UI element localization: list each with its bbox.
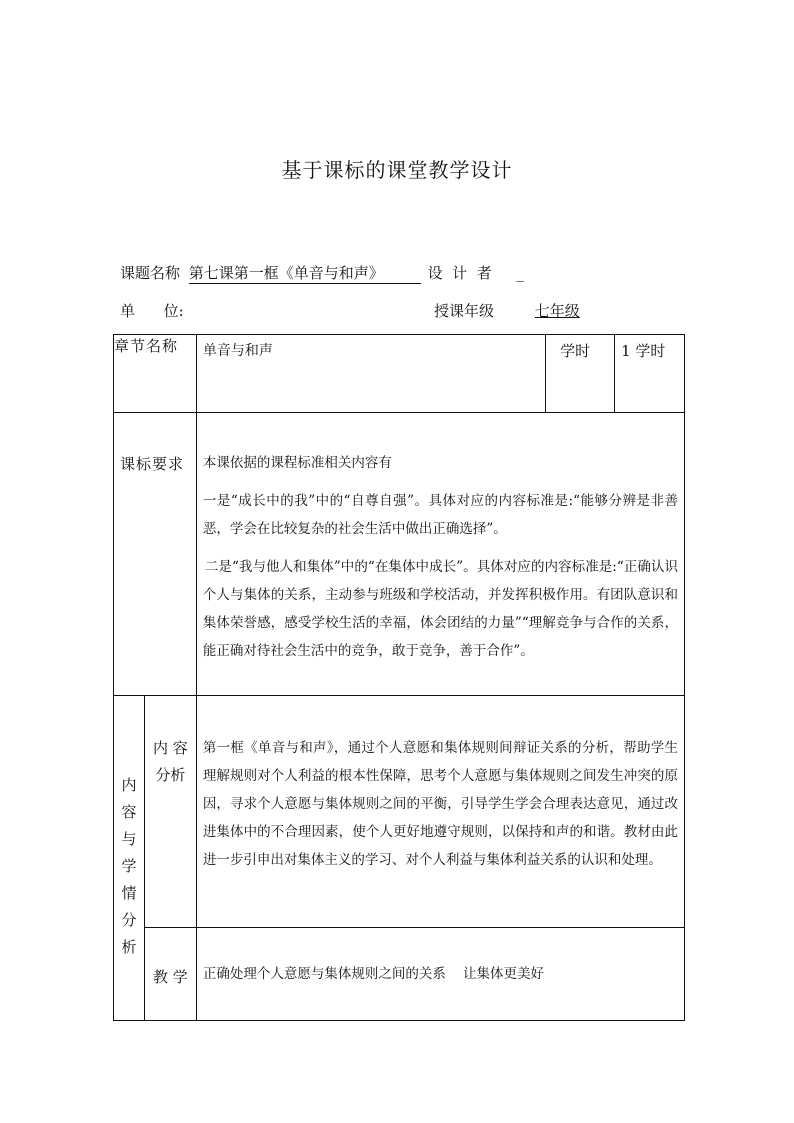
analysis-label-char: 学 [121, 857, 137, 875]
analysis-label [114, 696, 144, 961]
designer-value: _ [516, 264, 524, 282]
analysis-label-char: 情 [121, 884, 137, 902]
topic-value-field [189, 262, 421, 284]
analysis-label-char: 析 [121, 938, 137, 956]
topic-row [120, 262, 524, 284]
hours-label: 学时 [546, 335, 615, 413]
analysis-label-cell [114, 696, 145, 1021]
teaching-text: 正确处理个人意愿与集体规则之间的关系 让集体更美好 [202, 966, 544, 982]
analysis-label-char: 分 [121, 911, 137, 929]
teaching-cell [196, 928, 684, 1021]
standards-paragraph-1: 一是“成长中的我”中的“自尊自强”。具体对应的内容标准是:“能够分辨是非善恶，学会在比较复杂的社会生活中做出正确选择”。 [202, 493, 678, 537]
standards-paragraph-2: 二是“我与他人和集体”中的“在集体中成长”。具体对应的内容标准是:“正确认识个人与集体的关系，主动参与班级和学校活动，并发挥积极作用。有团队意识和集体荣誉感，感受学校生活的幸福，体会团结的力量”“理解竞争与合作的关系，能正确对待社会生活中的竞争，敢于竞争，善于合作”。 [202, 559, 678, 659]
standards-cell [196, 413, 684, 696]
unit-label: 单 位: [120, 302, 184, 320]
topic-value: 第七课第一框《单音与和声》 [188, 264, 384, 282]
standards-intro: 本课依据的课程标准相关内容有 [202, 455, 392, 471]
grade-row [434, 300, 580, 321]
standards-row [114, 413, 685, 696]
teaching-row [114, 928, 685, 1021]
page-title: 基于课标的课堂教学设计 [281, 158, 513, 182]
chapter-label: 章节名称 [114, 335, 197, 413]
grade-value: 七年级 [534, 302, 580, 320]
content-row [114, 696, 685, 928]
topic-label: 课题名称 [120, 264, 181, 282]
teaching-label: 教 学 [144, 928, 196, 1021]
standards-label: 课标要求 [114, 413, 197, 696]
chapter-value: 单音与和声 [196, 335, 545, 413]
analysis-label-char: 与 [121, 830, 137, 848]
hours-value: 1 学时 [615, 335, 685, 413]
content-text: 第一框《单音与和声》，通过个人意愿和集体规则间辩证关系的分析，帮助学生理解规则对个人利益的根本性保障，思考个人意愿与集体规则之间发生冲突的原因，寻求个人意愿与集体规则之间的平衡，引导学生学会合理表达意见，通过改进集体中的不合理因素，使个人更好地遵守规则，以保持和声的和谐。教材由此进一步引申出对集体主义的学习、对个人利益与集体利益关系的认识和处理。 [202, 740, 678, 868]
designer-label: 设 计 者 [427, 264, 492, 282]
grade-label: 授课年级 [434, 302, 495, 320]
lesson-table [113, 334, 685, 1021]
analysis-label-char: 容 [121, 803, 137, 821]
content-cell [196, 696, 684, 928]
content-label: 内 容 分析 [144, 696, 196, 928]
chapter-row [114, 335, 685, 413]
analysis-label-char: 内 [121, 776, 137, 794]
